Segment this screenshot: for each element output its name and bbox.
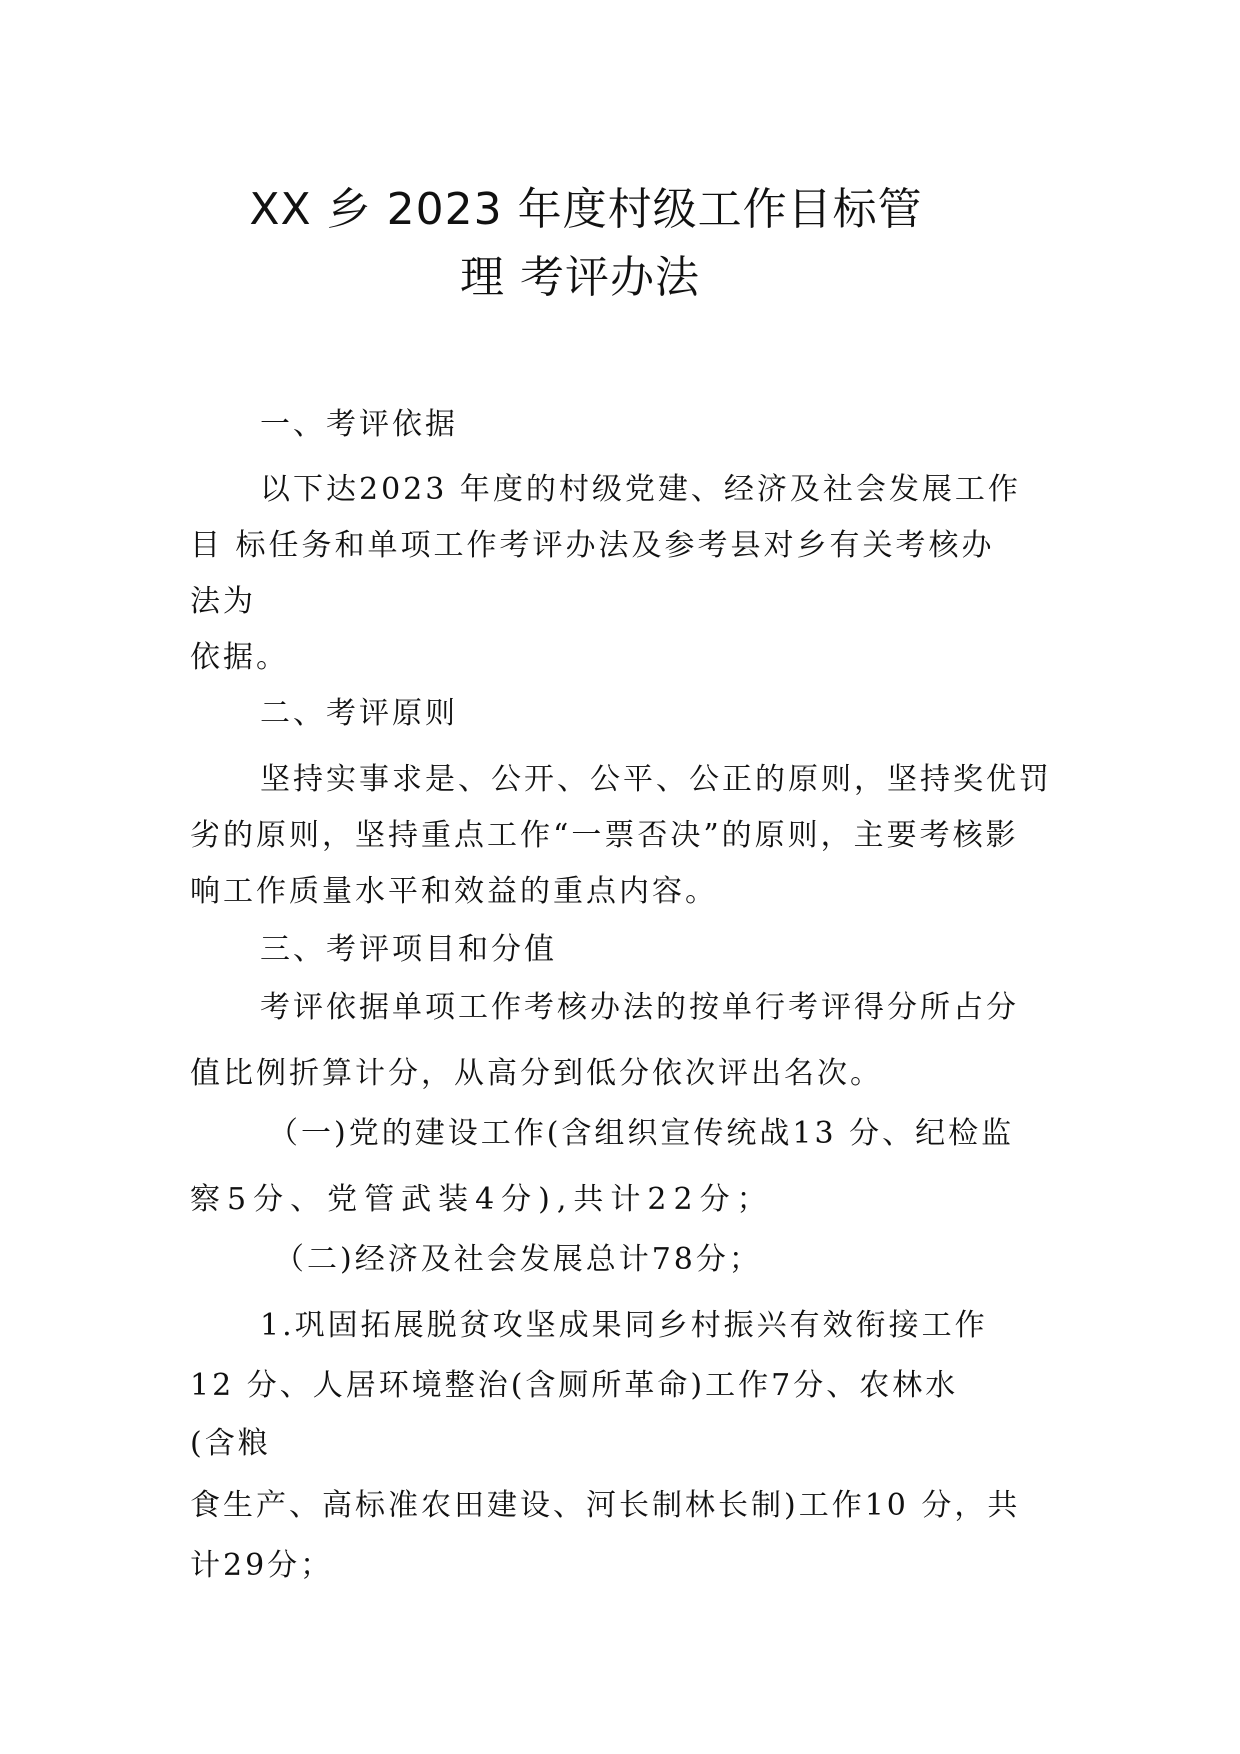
item-2-line-1: （二)经济及社会发展总计78分； [274, 1242, 762, 1277]
item-3-line-5: 计29分； [190, 1548, 334, 1583]
section-1-paragraph-line-2: 目 标任务和单项工作考评办法及参考县对乡有关考核办 [190, 528, 995, 563]
item-3-line-4: 食生产、高标准农田建设、河长制林长制)工作10 分，共 [190, 1488, 1021, 1523]
section-3-heading: 三、考评项目和分值 [260, 932, 557, 967]
section-1-paragraph-line-1: 以下达2023 年度的村级党建、经济及社会发展工作 [260, 472, 1021, 507]
section-2-paragraph-line-3: 响工作质量水平和效益的重点内容。 [190, 874, 718, 909]
section-1-paragraph-line-3: 法为 [190, 584, 256, 619]
section-2-paragraph-line-1: 坚持实事求是、公开、公平、公正的原则，坚持奖优罚 [260, 762, 1052, 797]
item-1-line-2: 察5分、党管武装4分),共计22分； [190, 1182, 774, 1217]
section-3-paragraph-line-1: 考评依据单项工作考核办法的按单行考评得分所占分 [260, 990, 1019, 1025]
section-3-paragraph-line-2: 值比例折算计分，从高分到低分依次评出名次。 [190, 1056, 883, 1091]
section-2-heading: 二、考评原则 [260, 696, 458, 731]
item-3-line-2: 12 分、人居环境整治(含厕所革命)工作7分、农林水 [190, 1368, 959, 1403]
item-3-line-3: (含粮 [190, 1426, 271, 1461]
document-title-line-2: 理 考评办法 [460, 252, 700, 303]
section-2-paragraph-line-2: 劣的原则，坚持重点工作“一票否决”的原则，主要考核影 [190, 818, 1019, 853]
section-1-paragraph-line-4: 依据。 [190, 640, 289, 675]
document-title-line-1: XX 乡 2023 年度村级工作目标管 [249, 184, 923, 235]
item-1-line-1: （一)党的建设工作(含组织宣传统战13 分、纪检监 [268, 1116, 1015, 1151]
item-3-line-1: 1.巩固拓展脱贫攻坚成果同乡村振兴有效衔接工作 [260, 1308, 988, 1343]
section-1-heading: 一、考评依据 [260, 407, 458, 442]
